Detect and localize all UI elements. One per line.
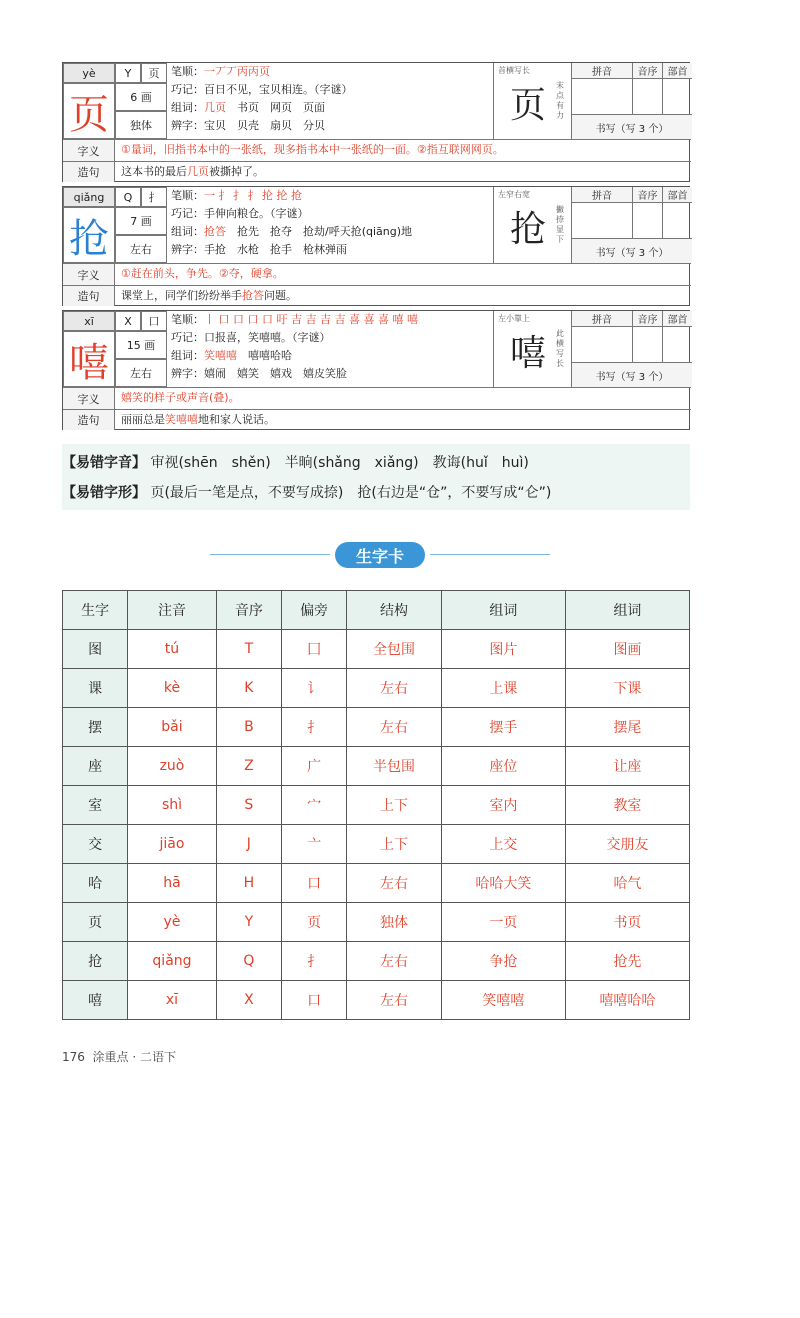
sentence-row — [63, 409, 691, 430]
table-header-cell: 组词 — [441, 591, 565, 630]
error-form-text: 页(最后一笔是点，不要写成捺) 抢(右边是“仓”，不要写成“仑”) — [150, 485, 552, 501]
table-cell: 左右 — [347, 708, 442, 747]
sentence-red: 笑嘻嘻 — [165, 413, 198, 426]
table-cell: 上课 — [441, 669, 565, 708]
table-row — [63, 942, 690, 981]
table-row — [63, 981, 690, 1020]
table-cell: 座位 — [441, 747, 565, 786]
table-row — [63, 708, 690, 747]
order-line — [171, 312, 418, 328]
practice-radical-box[interactable] — [662, 327, 692, 363]
practice-radical-header: 部首 — [662, 187, 692, 203]
table-cell: 口 — [281, 981, 346, 1020]
table-char-cell: 交 — [63, 825, 128, 864]
table-cell: 讠 — [281, 669, 346, 708]
demo-block — [493, 63, 571, 139]
meaning-text: ①赶在前头，争先。②夺，硬拿。 — [121, 267, 284, 280]
practice-block — [571, 311, 691, 387]
table-row — [63, 786, 690, 825]
demo-character: 嘻 — [510, 333, 547, 374]
table-row — [63, 864, 690, 903]
table-cell: bǎi — [128, 708, 217, 747]
diff-label: 辨字： — [171, 119, 204, 132]
words-line — [171, 348, 292, 364]
table-cell: 上下 — [347, 786, 442, 825]
structure-text: 独体 — [130, 119, 152, 132]
table-cell: qiǎng — [128, 942, 217, 981]
strokes-cell — [115, 207, 167, 235]
error-pron-line — [62, 452, 690, 472]
demo-note: 末点有力 — [556, 81, 564, 120]
pinyin-cell — [63, 63, 115, 83]
practice-order-box[interactable] — [632, 327, 662, 363]
character-card-table — [62, 590, 690, 1020]
demo-block — [493, 187, 571, 263]
table-cell: 半包围 — [347, 747, 442, 786]
sentence-row — [63, 285, 691, 306]
practice-block — [571, 63, 691, 139]
meaning-text: 嬉笑的样子或声音(叠)。 — [121, 391, 240, 404]
diff-line — [171, 366, 347, 382]
table-cell: 页 — [281, 903, 346, 942]
meaning-text: ①量词，旧指书本中的一张纸，现多指书本中一张纸的一面。②指互联网网页。 — [121, 143, 504, 156]
pinyin-text: qiǎng — [73, 190, 105, 204]
practice-order-box[interactable] — [632, 203, 662, 239]
tip-line — [171, 206, 309, 222]
meaning-label: 字义 — [63, 388, 115, 409]
sentence-pre: 这本书的最后 — [121, 165, 187, 178]
table-char-cell: 嘻 — [63, 981, 128, 1020]
table-cell: 左右 — [347, 669, 442, 708]
section-divider-left — [210, 554, 330, 555]
order-label: 笔顺： — [171, 313, 204, 326]
practice-block — [571, 187, 691, 263]
tip-text: 口报喜，笑嘻嘻。（字谜） — [204, 331, 331, 344]
character-card — [62, 310, 690, 430]
sentence-text — [121, 412, 275, 428]
table-row — [63, 825, 690, 864]
words-label: 组词： — [171, 225, 204, 238]
table-cell: 左右 — [347, 864, 442, 903]
demo-title: 左小靠上 — [498, 314, 530, 323]
table-cell: 交朋友 — [565, 825, 689, 864]
tip-label: 巧记： — [171, 331, 204, 344]
table-cell: yè — [128, 903, 217, 942]
table-cell: kè — [128, 669, 217, 708]
demo-character: 抢 — [510, 209, 547, 250]
table-row — [63, 903, 690, 942]
info-block — [167, 311, 493, 387]
table-char-cell: 哈 — [63, 864, 128, 903]
tip-text: 手伸向粮仓。（字谜） — [204, 207, 309, 220]
table-cell: 上交 — [441, 825, 565, 864]
order-line — [171, 64, 270, 80]
diff-text: 手抢 水枪 抢手 枪林弹雨 — [204, 243, 347, 256]
practice-radical-box[interactable] — [662, 203, 692, 239]
tip-line — [171, 330, 331, 346]
pinyin-cell — [63, 187, 115, 207]
structure-cell — [115, 111, 167, 139]
words-red: 几页 — [204, 101, 226, 114]
table-cell: 争抢 — [441, 942, 565, 981]
words-text: 抢先 抢夺 抢劫/呼天抢(qiāng)地 — [237, 225, 413, 238]
meaning-row — [63, 387, 691, 409]
table-cell: 抢先 — [565, 942, 689, 981]
meaning-row — [63, 263, 691, 285]
table-header-cell: 注音 — [128, 591, 217, 630]
practice-pinyin-box[interactable] — [572, 203, 632, 239]
table-row — [63, 630, 690, 669]
table-header-cell: 结构 — [347, 591, 442, 630]
radical-text: 口 — [148, 315, 160, 328]
char-cell — [63, 331, 115, 387]
table-cell: 囗 — [281, 630, 346, 669]
sentence-text — [121, 164, 264, 180]
practice-write-header: 书写（写 3 个） — [572, 239, 692, 263]
table-header-cell: 偏旁 — [281, 591, 346, 630]
words-label: 组词： — [171, 349, 204, 362]
main-character: 嘻 — [69, 339, 109, 386]
words-line — [171, 224, 412, 240]
table-cell: 亠 — [281, 825, 346, 864]
radical-text: 页 — [148, 67, 160, 80]
sentence-label: 造句 — [63, 162, 115, 182]
radical-cell — [141, 311, 167, 331]
table-cell: tú — [128, 630, 217, 669]
table-row — [63, 747, 690, 786]
demo-note: 撇捺显下 — [556, 205, 564, 244]
info-block — [167, 187, 493, 263]
table-cell: 宀 — [281, 786, 346, 825]
table-cell: K — [216, 669, 281, 708]
sentence-label: 造句 — [63, 410, 115, 430]
table-cell: J — [216, 825, 281, 864]
table-cell: 下课 — [565, 669, 689, 708]
structure-text: 左右 — [130, 367, 152, 380]
table-char-cell: 座 — [63, 747, 128, 786]
practice-order-box[interactable] — [632, 79, 662, 115]
table-char-cell: 课 — [63, 669, 128, 708]
table-cell: 独体 — [347, 903, 442, 942]
table-cell: 教室 — [565, 786, 689, 825]
letter-text: Q — [123, 190, 133, 204]
table-cell: Z — [216, 747, 281, 786]
table-row — [63, 669, 690, 708]
practice-write-header: 书写（写 3 个） — [572, 115, 692, 139]
table-char-cell: 页 — [63, 903, 128, 942]
strokes-cell — [115, 331, 167, 359]
tip-line — [171, 82, 353, 98]
table-cell: 书页 — [565, 903, 689, 942]
table-cell: zuò — [128, 747, 217, 786]
structure-cell — [115, 359, 167, 387]
table-cell: 广 — [281, 747, 346, 786]
table-header-cell: 组词 — [565, 591, 689, 630]
practice-pinyin-box[interactable] — [572, 327, 632, 363]
sentence-red: 几页 — [187, 165, 209, 178]
table-cell: Q — [216, 942, 281, 981]
character-card — [62, 186, 690, 306]
table-cell: 全包围 — [347, 630, 442, 669]
order-line — [171, 188, 302, 204]
diff-label: 辨字： — [171, 243, 204, 256]
practice-pinyin-header: 拼音 — [572, 311, 632, 327]
table-cell: X — [216, 981, 281, 1020]
diff-line — [171, 242, 347, 258]
character-card — [62, 62, 690, 182]
pinyin-cell — [63, 311, 115, 331]
table-cell: 笑嘻嘻 — [441, 981, 565, 1020]
diff-label: 辨字： — [171, 367, 204, 380]
radical-cell — [141, 187, 167, 207]
practice-pinyin-header: 拼音 — [572, 187, 632, 203]
table-cell: xī — [128, 981, 217, 1020]
diff-line — [171, 118, 325, 134]
pinyin-text: yè — [82, 66, 96, 80]
info-block — [167, 63, 493, 139]
practice-pinyin-header: 拼音 — [572, 63, 632, 79]
tip-label: 巧记： — [171, 207, 204, 220]
structure-cell — [115, 235, 167, 263]
practice-order-header: 音序 — [632, 63, 662, 79]
practice-radical-header: 部首 — [662, 311, 692, 327]
table-cell: 扌 — [281, 942, 346, 981]
char-cell — [63, 207, 115, 263]
table-cell: 左右 — [347, 942, 442, 981]
table-cell: 一页 — [441, 903, 565, 942]
error-pron-label: 【易错字音】 — [62, 455, 146, 471]
page-footer — [62, 1048, 176, 1065]
strokes-cell — [115, 83, 167, 111]
table-cell: 图画 — [565, 630, 689, 669]
error-form-label: 【易错字形】 — [62, 485, 146, 501]
demo-note: 此横写长 — [556, 329, 564, 368]
table-char-cell: 摆 — [63, 708, 128, 747]
strokes-text: 15 画 — [126, 339, 156, 352]
order-label: 笔顺： — [171, 189, 204, 202]
order-text: 丨 口 口 口 口 吁 吉 吉 吉 吉 喜 喜 喜 嘻 嘻 — [204, 313, 418, 326]
words-text: 书页 网页 页面 — [237, 101, 325, 114]
sentence-red: 抢答 — [242, 289, 264, 302]
demo-block — [493, 311, 571, 387]
table-cell: 哈气 — [565, 864, 689, 903]
order-label: 笔顺： — [171, 65, 204, 78]
practice-radical-box[interactable] — [662, 79, 692, 115]
table-cell: 室内 — [441, 786, 565, 825]
error-form-line — [62, 482, 690, 502]
error-pron-text: 审视(shēn shěn) 半晌(shǎng xiǎng) 教诲(huǐ huì) — [150, 455, 529, 471]
table-header-row — [63, 591, 690, 630]
table-cell: 哈哈大笑 — [441, 864, 565, 903]
letter-cell — [115, 311, 141, 331]
sentence-text — [121, 288, 297, 304]
structure-text: 左右 — [130, 243, 152, 256]
order-text: 一 扌 扌 扌 抡 抡 抢 — [204, 189, 302, 202]
sentence-pre: 课堂上，同学们纷纷举手 — [121, 289, 242, 302]
sentence-post: 地和家人说话。 — [198, 413, 275, 426]
table-header-cell: 生字 — [63, 591, 128, 630]
book-title: 涂重点 · 二语下 — [92, 1050, 176, 1064]
practice-radical-header: 部首 — [662, 63, 692, 79]
table-char-cell: 抢 — [63, 942, 128, 981]
demo-character: 页 — [510, 85, 547, 126]
diff-text: 嬉闹 嬉笑 嬉戏 嬉皮笑脸 — [204, 367, 347, 380]
meaning-label: 字义 — [63, 140, 115, 161]
tip-label: 巧记： — [171, 83, 204, 96]
table-cell: 左右 — [347, 981, 442, 1020]
table-cell: 摆尾 — [565, 708, 689, 747]
letter-text: X — [124, 314, 132, 328]
section-title: 生字卡 — [335, 542, 425, 568]
meaning-row — [63, 139, 691, 161]
words-text: 嘻嘻哈哈 — [248, 349, 292, 362]
table-cell: jiāo — [128, 825, 217, 864]
table-header-cell: 音序 — [216, 591, 281, 630]
table-cell: S — [216, 786, 281, 825]
words-red: 抢答 — [204, 225, 226, 238]
table-cell: Y — [216, 903, 281, 942]
strokes-text: 7 画 — [130, 215, 152, 228]
section-divider-right — [430, 554, 550, 555]
practice-pinyin-box[interactable] — [572, 79, 632, 115]
table-char-cell: 室 — [63, 786, 128, 825]
demo-title: 左窄右宽 — [498, 190, 530, 199]
letter-cell — [115, 187, 141, 207]
letter-cell — [115, 63, 141, 83]
radical-text: 扌 — [148, 191, 160, 204]
sentence-pre: 丽丽总是 — [121, 413, 165, 426]
table-cell: 图片 — [441, 630, 565, 669]
sentence-label: 造句 — [63, 286, 115, 306]
pinyin-text: xī — [84, 314, 94, 328]
practice-order-header: 音序 — [632, 311, 662, 327]
sentence-post: 被撕掉了。 — [209, 165, 264, 178]
section-title-bar — [210, 540, 550, 570]
table-cell: 口 — [281, 864, 346, 903]
page-number: 176 — [62, 1050, 85, 1064]
demo-title: 首横写长 — [498, 66, 530, 75]
sentence-row — [63, 161, 691, 182]
table-char-cell: 图 — [63, 630, 128, 669]
strokes-text: 6 画 — [130, 91, 152, 104]
main-character: 抢 — [69, 215, 109, 262]
sentence-post: 问题。 — [264, 289, 297, 302]
words-label: 组词： — [171, 101, 204, 114]
tip-text: 百日不见，宝贝相连。（字谜） — [204, 83, 353, 96]
char-cell — [63, 83, 115, 139]
table-cell: shì — [128, 786, 217, 825]
table-cell: 上下 — [347, 825, 442, 864]
practice-write-header: 书写（写 3 个） — [572, 363, 692, 387]
words-red: 笑嘻嘻 — [204, 349, 237, 362]
table-cell: 摆手 — [441, 708, 565, 747]
table-cell: T — [216, 630, 281, 669]
letter-text: Y — [124, 66, 132, 80]
main-character: 页 — [69, 91, 109, 138]
table-cell: 扌 — [281, 708, 346, 747]
radical-cell — [141, 63, 167, 83]
table-cell: 嘻嘻哈哈 — [565, 981, 689, 1020]
words-line — [171, 100, 325, 116]
order-text: 一丆丆丙丙页 — [204, 65, 270, 78]
table-cell: 让座 — [565, 747, 689, 786]
meaning-label: 字义 — [63, 264, 115, 285]
table-cell: hā — [128, 864, 217, 903]
table-cell: H — [216, 864, 281, 903]
practice-order-header: 音序 — [632, 187, 662, 203]
diff-text: 宝贝 贝壳 扇贝 分贝 — [204, 119, 325, 132]
table-cell: B — [216, 708, 281, 747]
